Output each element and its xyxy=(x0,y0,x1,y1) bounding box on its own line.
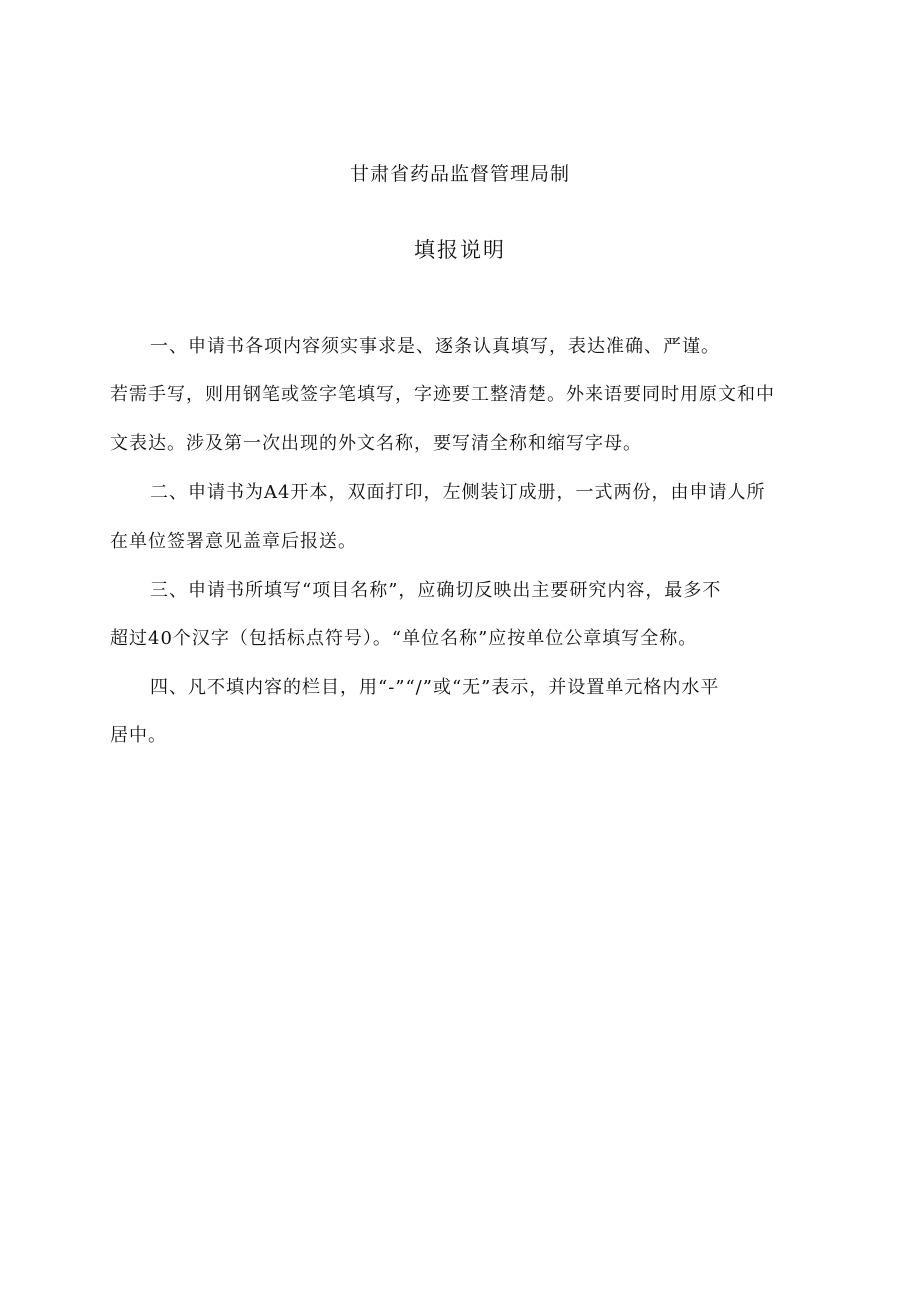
paragraph-line: 四、凡不填内容的栏目，用“-”“/”或“无”表示，并设置单元格内水平 xyxy=(150,677,720,698)
organization-label: 甘肃省药品监督管理局制 xyxy=(349,163,570,185)
paragraph-line: 居中。 xyxy=(110,725,167,746)
paragraph-line: 一、申请书各项内容须实事求是、逐条认真填写，表达准确、严谨。 xyxy=(150,336,720,357)
page-title: 填报说明 xyxy=(414,238,506,262)
paragraph-line: 三、申请书所填写“项目名称”，应确切反映出主要研究内容，最多不 xyxy=(150,580,722,601)
paragraph-line: 超过40个汉字（包括标点符号）。“单位名称”应按单位公章填写全称。 xyxy=(110,628,698,649)
paragraph-line: 文表达。涉及第一次出现的外文名称，要写清全称和缩写字母。 xyxy=(110,433,642,454)
paragraph-line: 二、申请书为A4开本，双面打印，左侧装订成册，一式两份，由申请人所 xyxy=(150,482,766,503)
paragraph-line: 若需手写，则用钢笔或签字笔填写，字迹要工整清楚。外来语要同时用原文和中 xyxy=(110,384,775,405)
paragraph-line: 在单位签署意见盖章后报送。 xyxy=(110,531,357,552)
